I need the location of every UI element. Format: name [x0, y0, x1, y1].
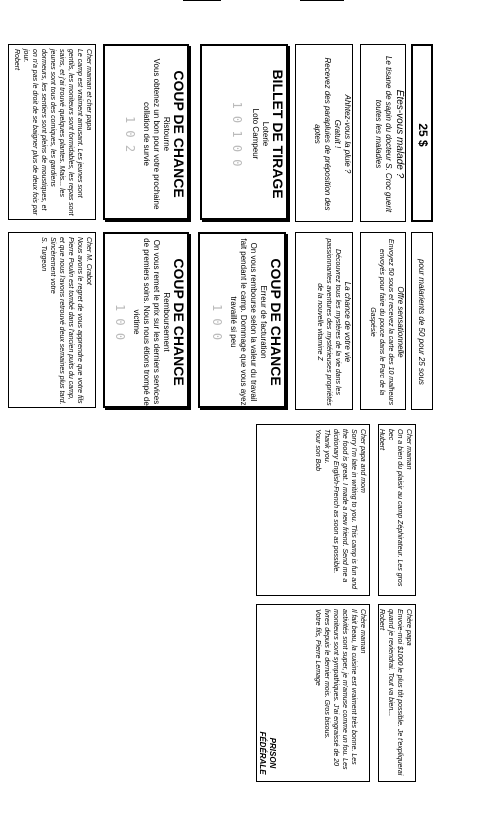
chance-subtitle: Ristourne [162, 116, 171, 152]
top-rule-right [300, 0, 344, 1]
chance-card-ristourne [103, 44, 189, 220]
letter-salutation: Cher maman [405, 429, 412, 470]
letter-signature: Robert [13, 49, 20, 71]
letter-salutation: Cher papa and mom [359, 429, 366, 493]
price-card-25 [411, 44, 433, 222]
chance-title: COUP DE CHANCE [171, 258, 187, 386]
offer-body: Découvrez tous les mystères de la vie dans les passionnantes aventures des mystérieuses propriétés de la nouvelle vitamine Z [316, 238, 341, 406]
letter-salutation: Cher M. Crabot [85, 237, 92, 285]
chance-stamp: 1 0 0 [113, 303, 127, 341]
chance-title: COUP DE CHANCE [268, 258, 284, 386]
offer-card-chance-vie [295, 232, 353, 410]
chance-subtitle: Erreur de facturation [259, 285, 268, 359]
chance-card-erreur [198, 232, 286, 408]
lottery-line1: Loterie [261, 121, 270, 147]
letter-body: Nous avons le regret de vous apprendre que votre fils Pierre Poulin est tombé dans l'ancien puits du camp, et que nous l'avons retrouvé deux semaines plus tard. Sincèrement votre [49, 237, 83, 405]
letter-card-robert-1000 [378, 604, 416, 782]
price-label: 25 $ [416, 123, 430, 147]
chance-body: On vous remet le prix sur les derniers services de premiers soins. Nous nous étions trompé de victime [132, 238, 161, 406]
health-card-pluie [295, 44, 353, 222]
letter-card-robert [8, 44, 96, 220]
letter-body: Il fait beau, la cuisine est vraiment très bonne. Les activités sont super, je m'amuse comme un fou. Les moniteurs sont sympathiques. J'ai engraissé de 20 livres depuis le dernier mois. Gros bisous. [323, 609, 357, 770]
letter-signature: Robert [378, 609, 385, 631]
letter-card-prison [256, 604, 370, 782]
chance-stamp: 1 0 2 [123, 115, 137, 153]
chance-card-remboursement [103, 232, 189, 408]
lottery-line2: Loto Campeur [251, 108, 260, 160]
letter-salutation: Chère papa [405, 609, 412, 646]
top-rule-left [183, 0, 221, 1]
health-card-tisane [360, 44, 406, 222]
chance-body: Vous obtenez un bon pour votre prochaine collation de survie [142, 58, 161, 210]
letter-body: Sorry I'm late in writing to you. This camp is fun and the food is great. I made a new friend. Send me a dictionary English-French as soon as possible. Thank you. [323, 429, 357, 590]
chance-body: On vous rembourse selon la valeur du travail fait pendant le camp. Dommage que vous ayez travaillé si peu [229, 238, 258, 406]
health-subtitle: Gratuit ! [333, 119, 342, 149]
offer-card-sensationnelle [360, 232, 406, 410]
health-body: Recevez des parapluies de préposition des aptes [313, 57, 332, 211]
health-question: Êtes-vous malade ? [394, 89, 405, 179]
letter-body: Le camp est vraiment amusant. Les jeunes sont gentils, les moniteurs sont formidables, les repas sont sains, et j'ai trouvé quelques plantes. Mais... les jeunes sont tous des comiques, les gardiens dormeurs, les sentiers sont pleins de moustiques, et on n'a pas le droit de se baigner plus de deux fois par jour. [22, 49, 83, 216]
letter-card-hubert [378, 424, 416, 596]
letter-body: On a bien du plaisir au camp Zéphirateur. Les gros bec [387, 429, 403, 587]
letter-card-bob [256, 424, 370, 596]
letter-signature: Your son Bob [314, 429, 321, 472]
health-body: Le tisane de sapin du docteur S. Croc guerit toutes les maladies [374, 55, 393, 213]
letter-salutation: Cher maman et cher papa [85, 49, 92, 131]
letter-body: Envoie-moi $1000 le plus tôt possible. Je t'expliquerai quand je reviendrai. Tout va bien... [387, 609, 403, 776]
letter-salutation: Chère maman [359, 609, 366, 654]
chance-title: COUP DE CHANCE [171, 70, 187, 198]
lottery-ticket-card [200, 44, 288, 220]
chance-stamp: 1 0 0 [210, 303, 224, 341]
chance-subtitle: Remboursement [162, 292, 171, 352]
price-label: pour malarients de 50 pour 25 sous [417, 259, 426, 385]
lottery-title: BILLET DE TIRAGE [270, 69, 286, 199]
letter-signature: S. Turgeon [40, 237, 47, 272]
letter-card-crabot [8, 232, 96, 408]
price-card-50-for-25 [411, 232, 433, 410]
prison-stamp: PRISON FÉDÉRALE [258, 731, 277, 775]
lottery-stamp: 1 0 1 0 0 [230, 101, 244, 167]
letter-signature: Hubert [378, 429, 385, 451]
offer-title: Offre sensationnelle [396, 286, 405, 358]
health-question: Ahhtez-vous la pluie ? [343, 94, 352, 174]
offer-title: La chance de votre vie [343, 281, 352, 363]
letter-signature: Votre fils, Pierre Lemage [314, 609, 321, 686]
offer-body: Envoyez 50 sous et recevez la carte des 10 malheurs envoyés pour faire du pouce dans le Parc de la Gaspésie [369, 238, 394, 406]
